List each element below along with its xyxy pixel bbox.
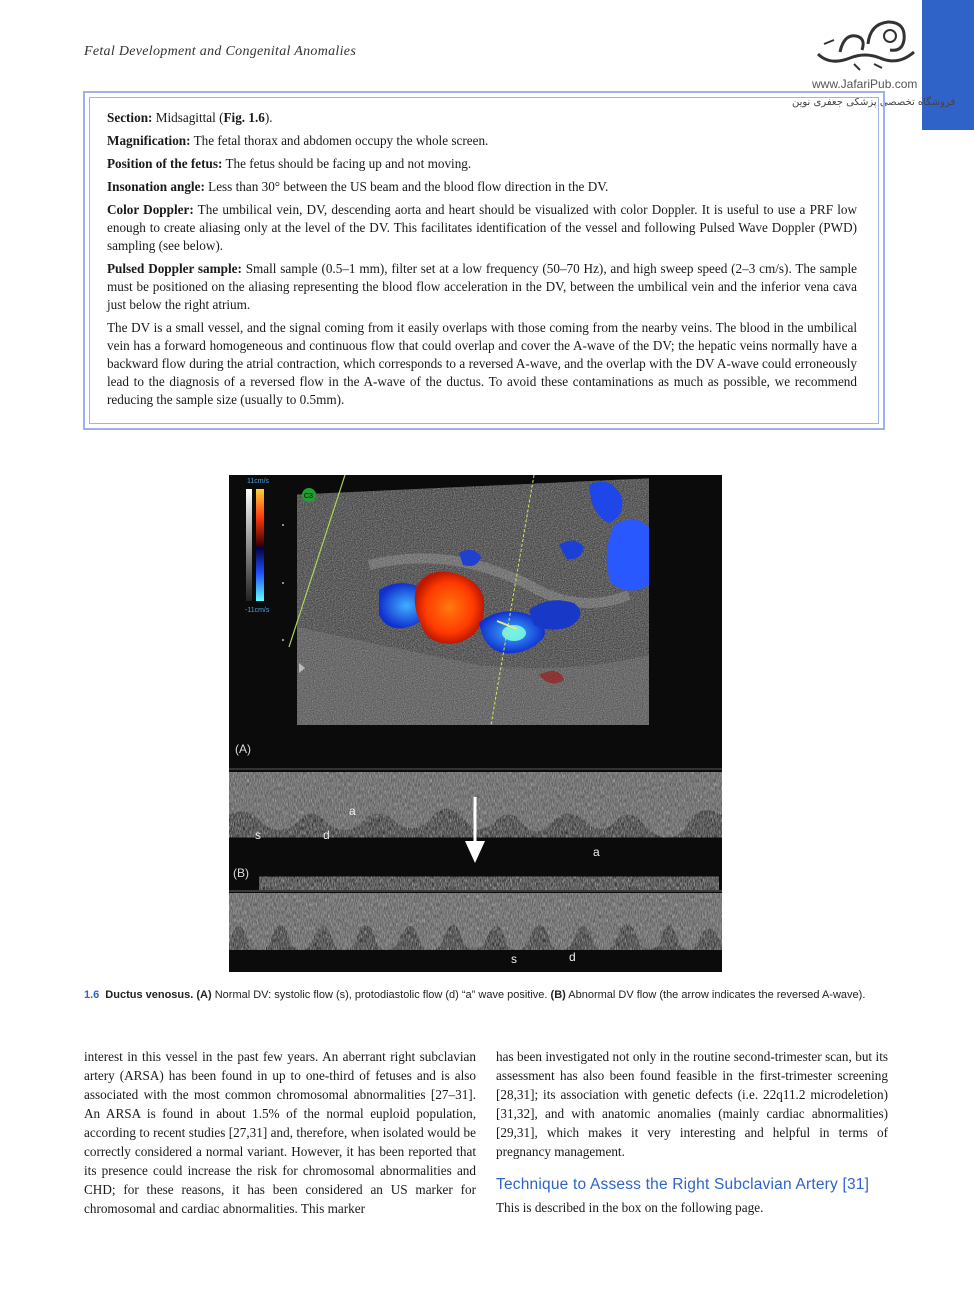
figure-number: 1.6: [84, 989, 100, 1001]
wave-label-d: d: [323, 828, 330, 842]
figure-reference: Fig. 1.6: [223, 110, 265, 125]
wave-label-d-bottom: d: [569, 950, 576, 964]
magnification-item: Magnification: The fetal thorax and abdomen occupy the whole screen.: [107, 133, 489, 148]
watermark-url: www.JafariPub.com: [812, 77, 918, 91]
pulsed-doppler-item: Pulsed Doppler sample: Small sample (0.5–1 mm), filter set at a low frequency (50–70 Hz), and high sweep speed (2–3 cm/s). The sample must be positioned on the aliasing representing the blood flow acceleration in the DV, between the umbilical vein and the inferior vena cava just below the right atrium.: [107, 261, 857, 312]
technique-box-content: [107, 109, 857, 414]
wave-label-a: a: [349, 804, 356, 818]
panel-b-label: (B): [233, 866, 249, 880]
caption-title: Ductus venosus.: [105, 989, 194, 1001]
insonation-item: Insonation angle: Less than 30° between the US beam and the blood flow direction in the DV.: [107, 179, 609, 194]
scale-top-label: 11cm/s: [247, 478, 270, 485]
technique-box: [83, 91, 885, 430]
section-item: Section: Midsagittal (Fig. 1.6).: [107, 110, 273, 125]
body-column-right: [496, 1047, 888, 1217]
body-paragraph: interest in this vessel in the past few years. An aberrant right subclavian artery (ARSA) has been found in up to one-third of fetuses and is also associated with the most common chromosomal abnormalities [27–31]. An ARSA is found in about 1.5% of the normal euploid population, according to recent studies [27,31] and, therefore, when isolated would be correctly considered a normal variant. However, it has been reported that its presence could increase the risk for chromosomal abnormalities and CHD; for these reasons, it has been considered an US marker for chromosomal and cardiac abnormalities. This marker: [84, 1049, 476, 1216]
watermark-persian-text: فروشگاه تخصصی پزشکی جعفری نوین: [792, 97, 956, 108]
box-note: The DV is a small vessel, and the signal coming from it easily overlaps with those coming from the nearby veins. The blood in the umbilical vein has a forward homogeneous and continuous flow that could overlap and cover the A-wave of the DV; the hepatic veins normally have a backward flow during the atrial contraction, which corresponds to a reversed A-wave, and the overlap with the DV A-wave could erroneously lead to the diagnosis of a reversed flow in the A-wave of the ductus. To avoid these contaminations as much as possible, we recommend reducing the sample size (usually to 0.5mm).: [107, 320, 857, 407]
scale-bottom-label: -11cm/s: [245, 607, 270, 614]
ultrasound-figure: [229, 475, 722, 972]
probe-badge-label: C3: [304, 493, 313, 500]
ultrasound-image: [229, 475, 722, 972]
figure-caption: 1.6 Ductus venosus. (A) Normal DV: systolic flow (s), protodiastolic flow (d) “a” wave positive. (B) Abnormal DV flow (the arrow indicates the reversed A-wave).: [84, 989, 866, 1001]
color-velocity-scale: [256, 489, 264, 601]
publisher-logo-icon: [810, 14, 920, 76]
panel-a-label: (A): [235, 742, 251, 756]
wave-label-s: s: [255, 828, 261, 842]
section-heading: Technique to Assess the Right Subclavian Artery [31]: [496, 1176, 870, 1193]
position-item: Position of the fetus: The fetus should be facing up and not moving.: [107, 156, 472, 171]
section-text: This is described in the box on the following page.: [496, 1200, 764, 1215]
body-column-left: [84, 1047, 476, 1218]
wave-label-s-bottom: s: [511, 952, 517, 966]
doppler-spectrum-abnormal: [229, 893, 722, 950]
grayscale-bar: [246, 489, 252, 601]
color-doppler-item: Color Doppler: The umbilical vein, DV, descending aorta and heart should be visualized with color Doppler. It is useful to use a PRF low enough to create aliasing only at the level of the DV. This facilitates identification of the vessel and following Pulsed Wave Doppler (PWD) sampling (see below).: [107, 202, 857, 253]
wave-label-a-reversed: a: [593, 845, 600, 859]
body-paragraph: has been investigated not only in the routine second-trimester scan, but its assessment has also been found feasible in the first-trimester screening [28,31]; its association with genetic defects (i.e. 22q11.2 microdeletion) [31,32], and with anatomic anomalies (mainly cardiac abnormalities) [29,31], which makes it very interesting and helpful in terms of pregnancy management.: [496, 1049, 888, 1159]
running-title: Fetal Development and Congenital Anomalies: [84, 44, 357, 59]
